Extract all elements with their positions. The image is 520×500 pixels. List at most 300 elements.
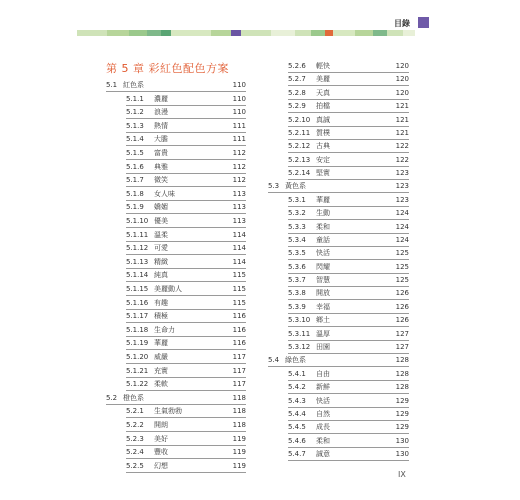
- entry-title: 微笑: [154, 176, 168, 185]
- toc-entry-row: [106, 243, 246, 256]
- entry-number: 5.1.19: [126, 339, 149, 348]
- entry-underline: [288, 219, 409, 220]
- entry-page: 125: [395, 276, 409, 285]
- entry-page: 112: [232, 176, 246, 185]
- entry-number: 5.1: [106, 81, 118, 89]
- toc-entry-row: [106, 352, 246, 365]
- entry-page: 128: [395, 356, 409, 365]
- toc-entry-row: [106, 338, 246, 351]
- entry-underline: [288, 99, 409, 100]
- band-segment: [387, 30, 403, 36]
- toc-entry-row: [268, 222, 409, 235]
- entry-title: 大膽: [154, 135, 168, 144]
- entry-number: 5.1.18: [126, 325, 149, 334]
- entry-title: 溫柔: [154, 230, 168, 239]
- entry-page: 130: [395, 436, 409, 445]
- entry-number: 5.3.6: [288, 262, 306, 271]
- entry-page: 110: [232, 94, 246, 103]
- entry-page: 124: [395, 222, 409, 231]
- toc-entry-row: [268, 168, 409, 181]
- entry-number: 5.1.9: [126, 203, 144, 212]
- toc-entry-row: [106, 257, 246, 270]
- entry-number: 5.1.20: [126, 353, 149, 361]
- band-segment: [311, 30, 325, 36]
- entry-number: 5.1.21: [126, 366, 149, 375]
- entry-page: 129: [395, 423, 409, 432]
- entry-number: 5.1.4: [126, 135, 144, 144]
- entry-underline: [268, 192, 409, 193]
- entry-title: 閃耀: [316, 262, 330, 271]
- entry-underline: [288, 112, 409, 113]
- entry-page: 118: [232, 393, 246, 402]
- entry-underline: [126, 390, 246, 391]
- band-segment: [403, 30, 415, 36]
- band-segment: [373, 30, 387, 36]
- band-segment: [355, 30, 373, 36]
- entry-underline: [126, 213, 246, 214]
- entry-number: 5.3.10: [288, 316, 311, 325]
- entry-underline: [126, 268, 246, 269]
- toc-entry-row: [106, 447, 246, 460]
- toc-entry-row: [268, 141, 409, 154]
- entry-number: 5.1.2: [126, 108, 144, 117]
- entry-number: 5.2.2: [126, 421, 144, 429]
- toc-entry-row: [268, 409, 409, 422]
- entry-underline: [126, 445, 246, 446]
- entry-title: 生動: [316, 209, 330, 218]
- entry-number: 5.1.22: [126, 380, 149, 389]
- entry-page: 127: [395, 329, 409, 338]
- entry-number: 5.2.4: [126, 448, 144, 457]
- entry-number: 5.4.7: [288, 450, 306, 459]
- entry-title: 真誠: [316, 115, 330, 124]
- entry-title: 拍檔: [316, 102, 330, 111]
- toc-entry-row: [106, 134, 246, 147]
- band-segment: [129, 30, 147, 36]
- entry-number: 5.1.1: [126, 94, 144, 103]
- entry-underline: [288, 273, 409, 274]
- entry-number: 5.2.13: [288, 155, 311, 164]
- entry-page: 113: [232, 203, 246, 212]
- entry-number: 5.2.1: [126, 407, 144, 416]
- entry-number: 5.2.9: [288, 102, 306, 111]
- entry-title: 輕快: [316, 62, 330, 70]
- entry-page: 114: [232, 244, 246, 253]
- entry-title: 誠意: [316, 450, 330, 459]
- entry-number: 5.4.1: [288, 369, 306, 378]
- toc-entry-row: [268, 195, 409, 208]
- entry-page: 112: [232, 162, 246, 171]
- entry-underline: [126, 322, 246, 323]
- entry-number: 5.1.8: [126, 189, 144, 198]
- entry-page: 119: [232, 448, 246, 457]
- entry-number: 5.2: [106, 393, 118, 402]
- entry-underline: [288, 313, 409, 314]
- entry-page: 118: [232, 407, 246, 416]
- entry-underline: [126, 431, 246, 432]
- entry-number: 5.4.4: [288, 409, 306, 418]
- entry-title: 可愛: [154, 244, 168, 253]
- toc-entry-row: [268, 248, 409, 261]
- toc-entry-row: [268, 235, 409, 248]
- entry-underline: [126, 349, 246, 350]
- entry-title: 充實: [154, 366, 168, 375]
- entry-number: 5.1.11: [126, 230, 149, 239]
- entry-title: 溫厚: [316, 329, 330, 338]
- entry-number: 5.2.7: [288, 75, 306, 84]
- entry-number: 5.1.17: [126, 312, 149, 321]
- entry-page: 123: [395, 169, 409, 178]
- entry-title: 天真: [316, 88, 330, 97]
- entry-underline: [126, 105, 246, 106]
- entry-number: 5.4.3: [288, 396, 306, 405]
- entry-page: 123: [395, 195, 409, 204]
- entry-page: 115: [232, 285, 246, 293]
- entry-title: 智慧: [316, 276, 330, 285]
- band-segment: [171, 30, 211, 36]
- entry-title: 新鮮: [316, 383, 330, 392]
- entry-title: 浪漫: [154, 108, 168, 117]
- toc-entry-row: [106, 461, 246, 474]
- entry-page: 116: [232, 339, 246, 348]
- entry-page: 121: [395, 102, 409, 111]
- entry-underline: [126, 336, 246, 337]
- entry-number: 5.4.5: [288, 423, 306, 432]
- entry-underline: [288, 85, 409, 86]
- entry-underline: [288, 246, 409, 247]
- toc-entry-row: [106, 189, 246, 202]
- entry-title: 熱情: [154, 121, 168, 130]
- entry-number: 5.2.10: [288, 115, 311, 124]
- entry-underline: [288, 407, 409, 408]
- entry-title: 橙色系: [123, 393, 144, 402]
- toc-entry-row: [268, 396, 409, 409]
- band-segment: [161, 30, 171, 36]
- toc-entry-row: [268, 101, 409, 114]
- entry-title: 典雅: [154, 162, 168, 171]
- band-segment: [295, 30, 311, 36]
- entry-title: 女人味: [154, 189, 175, 198]
- entry-title: 柔和: [316, 436, 330, 445]
- entry-number: 5.2.8: [288, 88, 306, 97]
- entry-page: 120: [395, 88, 409, 97]
- entry-title: 安定: [316, 155, 330, 164]
- toc-entry-row: [268, 449, 409, 462]
- band-segment: [325, 30, 333, 36]
- band-segment: [77, 30, 107, 36]
- entry-underline: [288, 420, 409, 421]
- entry-underline: [126, 377, 246, 378]
- entry-title: 田園: [316, 342, 330, 351]
- toc-entry-row: [268, 275, 409, 288]
- entry-number: 5.3.12: [288, 342, 311, 351]
- entry-number: 5.4.2: [288, 383, 306, 392]
- entry-title: 美麗動人: [154, 285, 182, 293]
- entry-number: 5.3.7: [288, 276, 306, 285]
- entry-page: 125: [395, 249, 409, 258]
- entry-underline: [126, 145, 246, 146]
- entry-page: 114: [232, 230, 246, 239]
- toc-entry-row: [268, 61, 409, 74]
- entry-title: 幸福: [316, 302, 330, 311]
- entry-number: 5.3.9: [288, 302, 306, 311]
- entry-page: 113: [232, 217, 246, 225]
- entry-number: 5.1.10: [126, 217, 149, 225]
- toc-entry-row: [106, 202, 246, 215]
- entry-number: 5.3.2: [288, 209, 306, 218]
- entry-title: 濃麗: [154, 94, 168, 103]
- toc-entry-row: [106, 366, 246, 379]
- entry-underline: [288, 433, 409, 434]
- toc-entry-row: [106, 107, 246, 120]
- entry-page: 129: [395, 396, 409, 405]
- toc-section-row: [268, 355, 409, 368]
- entry-underline: [126, 295, 246, 296]
- entry-page: 122: [395, 155, 409, 164]
- entry-number: 5.2.3: [126, 434, 144, 443]
- entry-page: 126: [395, 302, 409, 311]
- entry-underline: [126, 417, 246, 418]
- entry-page: 121: [395, 128, 409, 137]
- toc-entry-row: [268, 262, 409, 275]
- entry-title: 豐收: [154, 448, 168, 457]
- toc-section-row: [106, 393, 246, 406]
- toc-entry-row: [268, 128, 409, 141]
- entry-underline: [126, 118, 246, 119]
- page-number: IX: [398, 470, 406, 479]
- entry-underline: [288, 166, 409, 167]
- entry-page: 121: [395, 115, 409, 124]
- entry-title: 黃色系: [285, 182, 306, 191]
- toc-entry-row: [268, 436, 409, 449]
- entry-page: 115: [232, 298, 246, 307]
- entry-page: 117: [232, 366, 246, 375]
- entry-page: 130: [395, 450, 409, 459]
- toc-entry-row: [106, 298, 246, 311]
- entry-underline: [288, 460, 409, 461]
- entry-title: 有趣: [154, 298, 168, 307]
- entry-number: 5.4.6: [288, 436, 306, 445]
- entry-title: 生命力: [154, 325, 175, 334]
- entry-page: 113: [232, 189, 246, 198]
- toc-section-row: [268, 181, 409, 194]
- band-segment: [107, 30, 129, 36]
- toc-entry-row: [106, 311, 246, 324]
- entry-page: 129: [395, 409, 409, 418]
- band-segment: [211, 30, 231, 36]
- entry-number: 5.1.12: [126, 244, 149, 253]
- entry-underline: [126, 200, 246, 201]
- header-label: 目錄: [394, 19, 410, 28]
- entry-underline: [288, 393, 409, 394]
- entry-page: 117: [232, 353, 246, 361]
- entry-underline: [288, 126, 409, 127]
- toc-entry-row: [106, 270, 246, 283]
- entry-page: 127: [395, 342, 409, 351]
- toc-entry-row: [268, 74, 409, 87]
- entry-underline: [126, 458, 246, 459]
- entry-title: 生氣勃勃: [154, 407, 182, 416]
- entry-underline: [126, 281, 246, 282]
- entry-title: 美好: [154, 434, 168, 443]
- toc-entry-row: [106, 230, 246, 243]
- entry-page: 119: [232, 434, 246, 443]
- entry-underline: [288, 259, 409, 260]
- entry-number: 5.2.12: [288, 142, 311, 151]
- entry-page: 120: [395, 75, 409, 84]
- entry-underline: [288, 380, 409, 381]
- entry-title: 綠色系: [285, 356, 306, 365]
- entry-title: 開放: [316, 289, 330, 298]
- entry-page: 125: [395, 262, 409, 271]
- entry-page: 128: [395, 369, 409, 378]
- entry-number: 5.4: [268, 356, 280, 365]
- entry-underline: [126, 254, 246, 255]
- toc-entry-row: [106, 162, 246, 175]
- entry-number: 5.1.5: [126, 149, 144, 157]
- entry-title: 自然: [316, 409, 330, 418]
- entry-page: 110: [232, 81, 246, 89]
- entry-number: 5.3.11: [288, 329, 311, 338]
- entry-title: 紅色系: [123, 81, 144, 89]
- entry-underline: [288, 447, 409, 448]
- entry-title: 富貴: [154, 149, 168, 157]
- entry-underline: [126, 227, 246, 228]
- entry-page: 111: [232, 121, 246, 130]
- toc-entry-row: [268, 88, 409, 101]
- entry-title: 快活: [316, 396, 330, 405]
- entry-title: 嬌媚: [154, 203, 168, 212]
- entry-number: 5.1.16: [126, 298, 149, 307]
- entry-underline: [288, 139, 409, 140]
- entry-page: 111: [232, 135, 246, 144]
- toc-entry-row: [106, 175, 246, 188]
- entry-title: 純真: [154, 271, 168, 280]
- header-square: [418, 17, 429, 28]
- entry-number: 5.2.6: [288, 62, 306, 70]
- entry-number: 5.2.5: [126, 461, 144, 470]
- entry-underline: [288, 340, 409, 341]
- entry-underline: [126, 309, 246, 310]
- entry-page: 118: [232, 421, 246, 429]
- entry-page: 126: [395, 289, 409, 298]
- toc-entry-row: [106, 406, 246, 419]
- entry-title: 堅實: [316, 169, 330, 178]
- toc-entry-row: [268, 369, 409, 382]
- toc-entry-row: [268, 288, 409, 301]
- entry-number: 5.1.7: [126, 176, 144, 185]
- entry-title: 美麗: [316, 75, 330, 84]
- band-segment: [147, 30, 161, 36]
- entry-page: 116: [232, 325, 246, 334]
- entry-title: 成長: [316, 423, 330, 432]
- entry-number: 5.3: [268, 182, 280, 191]
- entry-underline: [126, 241, 246, 242]
- entry-underline: [106, 91, 246, 92]
- entry-underline: [126, 186, 246, 187]
- toc-entry-row: [268, 422, 409, 435]
- toc-entry-row: [106, 216, 246, 229]
- entry-underline: [288, 286, 409, 287]
- entry-title: 柔和: [316, 222, 330, 231]
- entry-underline: [288, 326, 409, 327]
- band-segment: [271, 30, 295, 36]
- entry-underline: [288, 179, 409, 180]
- entry-page: 112: [232, 149, 246, 157]
- entry-number: 5.1.13: [126, 257, 149, 266]
- entry-number: 5.1.3: [126, 121, 144, 130]
- entry-page: 117: [232, 380, 246, 389]
- entry-title: 柔軟: [154, 380, 168, 389]
- entry-underline: [268, 366, 409, 367]
- entry-underline: [126, 472, 246, 473]
- entry-title: 質樸: [316, 128, 330, 137]
- entry-title: 自由: [316, 369, 330, 378]
- entry-title: 快活: [316, 249, 330, 258]
- entry-page: 126: [395, 316, 409, 325]
- entry-page: 128: [395, 383, 409, 392]
- entry-number: 5.3.4: [288, 235, 306, 244]
- toc-entry-row: [106, 325, 246, 338]
- toc-entry-row: [106, 420, 246, 433]
- entry-title: 開朗: [154, 421, 168, 429]
- entry-underline: [126, 132, 246, 133]
- chapter-title: 第 5 章 彩紅色配色方案: [106, 62, 229, 75]
- toc-entry-row: [106, 121, 246, 134]
- entry-number: 5.2.11: [288, 128, 311, 137]
- toc-entry-row: [268, 115, 409, 128]
- entry-title: 幻想: [154, 461, 168, 470]
- toc-entry-row: [106, 94, 246, 107]
- entry-number: 5.3.3: [288, 222, 306, 231]
- entry-number: 5.2.14: [288, 169, 311, 178]
- toc-entry-row: [268, 342, 409, 355]
- entry-underline: [288, 206, 409, 207]
- entry-page: 122: [395, 142, 409, 151]
- entry-title: 古典: [316, 142, 330, 151]
- entry-title: 精緻: [154, 257, 168, 266]
- entry-number: 5.1.14: [126, 271, 149, 280]
- entry-page: 124: [395, 235, 409, 244]
- entry-number: 5.3.1: [288, 195, 306, 204]
- entry-title: 華麗: [316, 195, 330, 204]
- toc-entry-row: [106, 148, 246, 161]
- entry-page: 119: [232, 461, 246, 470]
- entry-underline: [126, 159, 246, 160]
- entry-number: 5.3.5: [288, 249, 306, 258]
- entry-page: 116: [232, 312, 246, 321]
- entry-page: 120: [395, 62, 409, 70]
- toc-entry-row: [106, 379, 246, 392]
- entry-page: 124: [395, 209, 409, 218]
- entry-title: 積極: [154, 312, 168, 321]
- entry-underline: [288, 233, 409, 234]
- toc-entry-row: [106, 284, 246, 297]
- band-segment: [333, 30, 355, 36]
- entry-page: 110: [232, 108, 246, 117]
- entry-title: 優美: [154, 217, 168, 225]
- entry-number: 5.1.6: [126, 162, 144, 171]
- toc-entry-row: [268, 329, 409, 342]
- entry-underline: [126, 173, 246, 174]
- entry-title: 威嚴: [154, 353, 168, 361]
- toc-entry-row: [268, 315, 409, 328]
- entry-number: 5.1.15: [126, 285, 149, 293]
- toc-entry-row: [268, 382, 409, 395]
- header-color-band: [77, 30, 415, 36]
- entry-underline: [288, 152, 409, 153]
- toc-entry-row: [268, 155, 409, 168]
